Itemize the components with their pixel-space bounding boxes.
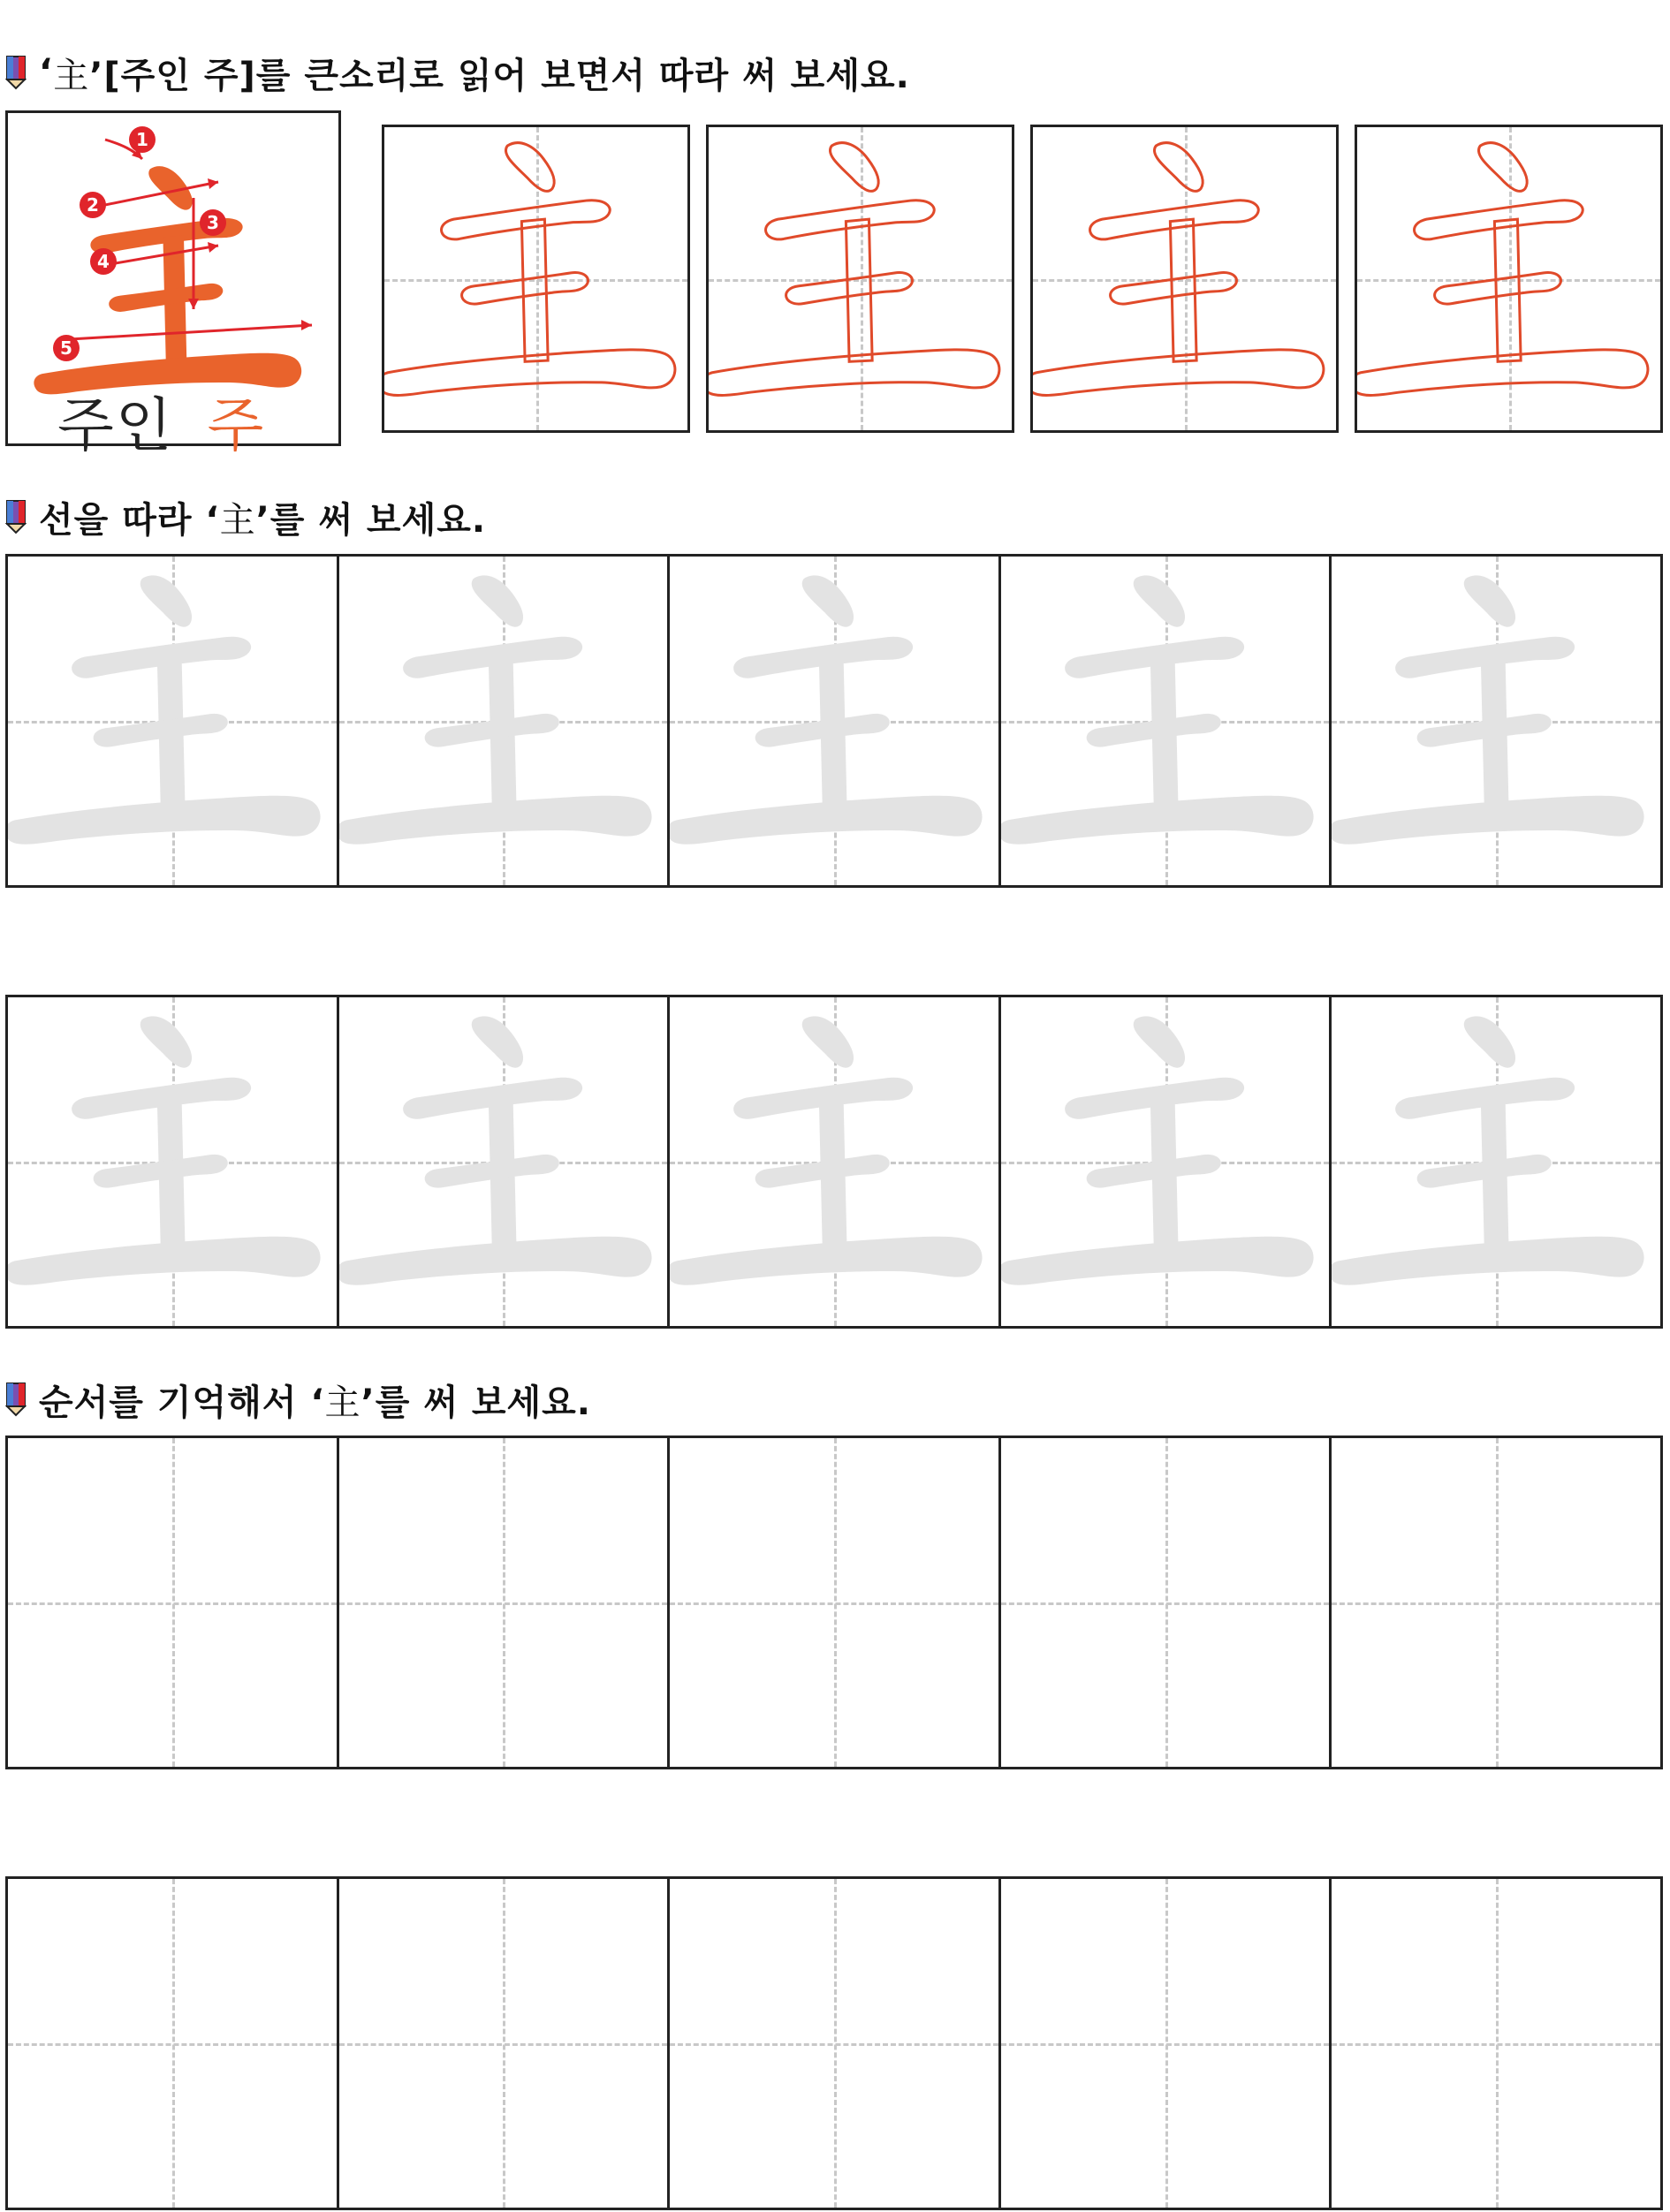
trace-cell[interactable]: [8, 997, 339, 1326]
trace-glyph: [8, 557, 337, 885]
trace-glyph: [8, 997, 337, 1326]
trace-cell[interactable]: [8, 557, 339, 885]
trace-glyph: [339, 997, 668, 1326]
stroke-order-reference: [5, 110, 341, 459]
guide-line-horizontal: [8, 2043, 337, 2046]
outline-trace-box[interactable]: [1030, 125, 1339, 433]
character-reading: [57, 378, 265, 462]
outline-glyph: [384, 127, 687, 430]
guide-line-horizontal: [8, 1602, 337, 1605]
trace-glyph: [1332, 997, 1660, 1326]
pencil-icon: [5, 1382, 27, 1417]
trace-grid-row-1: [5, 554, 1663, 888]
guide-line-horizontal: [1001, 1602, 1330, 1605]
instruction-text: ’[주인 주]를 큰소리로 읽어 보면서 따라 써 보세요.: [89, 55, 910, 96]
blank-cell[interactable]: [1001, 1879, 1332, 2208]
guide-line-horizontal: [670, 2043, 998, 2046]
trace-cell[interactable]: [339, 997, 671, 1326]
blank-cell[interactable]: [8, 1879, 339, 2208]
blank-cell[interactable]: [1001, 1438, 1332, 1767]
stroke-number-2: 2: [87, 194, 99, 216]
blank-cell[interactable]: [1332, 1438, 1660, 1767]
trace-cell[interactable]: [339, 557, 671, 885]
instruction-text: ’를 써 보세요.: [255, 499, 487, 541]
blank-cell[interactable]: [339, 1879, 671, 2208]
trace-glyph: [1332, 557, 1660, 885]
outline-trace-box[interactable]: [1355, 125, 1663, 433]
instruction-character: 主: [219, 499, 256, 541]
instruction-text: 선을 따라 ‘: [39, 499, 220, 541]
trace-glyph: [670, 557, 998, 885]
instruction-text: ‘: [39, 52, 54, 93]
character-meaning: 주인: [57, 391, 174, 459]
reference-glyph: [34, 166, 301, 394]
guide-line-horizontal: [339, 2043, 668, 2046]
guide-line-horizontal: [339, 1602, 668, 1605]
trace-glyph: [1001, 997, 1330, 1326]
blank-grid-row-1: [5, 1436, 1663, 1769]
blank-cell[interactable]: [670, 1879, 1001, 2208]
outline-trace-box[interactable]: [382, 125, 690, 433]
blank-grid-row-2: [5, 1876, 1663, 2210]
trace-grid-row-2: [5, 995, 1663, 1329]
instruction-character: 主: [53, 55, 90, 96]
character-sound: 주: [207, 391, 266, 459]
instruction-read-aloud: [5, 48, 910, 97]
stroke-number-3: 3: [207, 212, 219, 233]
guide-line-horizontal: [1332, 2043, 1660, 2046]
trace-glyph: [1001, 557, 1330, 885]
pencil-icon: [5, 499, 27, 534]
stroke-number-5: 5: [60, 337, 72, 359]
guide-line-horizontal: [670, 1602, 998, 1605]
instruction-text: ’를 써 보세요.: [361, 1382, 591, 1423]
trace-cell[interactable]: [1332, 557, 1660, 885]
trace-cell[interactable]: [1001, 557, 1332, 885]
stroke-number-1: 1: [136, 129, 148, 150]
guide-line-horizontal: [1332, 1602, 1660, 1605]
trace-cell[interactable]: [670, 557, 1001, 885]
instruction-memory: [5, 1375, 591, 1424]
trace-glyph: [670, 997, 998, 1326]
blank-cell[interactable]: [1332, 1879, 1660, 2208]
guide-line-horizontal: [1001, 2043, 1330, 2046]
trace-cell[interactable]: [1001, 997, 1332, 1326]
outline-glyph: [709, 127, 1012, 430]
instruction-text: 순서를 기억해서 ‘: [39, 1382, 325, 1423]
trace-cell[interactable]: [1332, 997, 1660, 1326]
stroke-number-4: 4: [97, 251, 110, 272]
outline-trace-box[interactable]: [706, 125, 1014, 433]
blank-cell[interactable]: [8, 1438, 339, 1767]
instruction-trace: [5, 492, 486, 542]
trace-glyph: [339, 557, 668, 885]
blank-cell[interactable]: [339, 1438, 671, 1767]
outline-glyph: [1357, 127, 1660, 430]
trace-cell[interactable]: [670, 997, 1001, 1326]
instruction-character: 主: [324, 1382, 361, 1423]
blank-cell[interactable]: [670, 1438, 1001, 1767]
pencil-icon: [5, 55, 27, 90]
outline-glyph: [1033, 127, 1336, 430]
